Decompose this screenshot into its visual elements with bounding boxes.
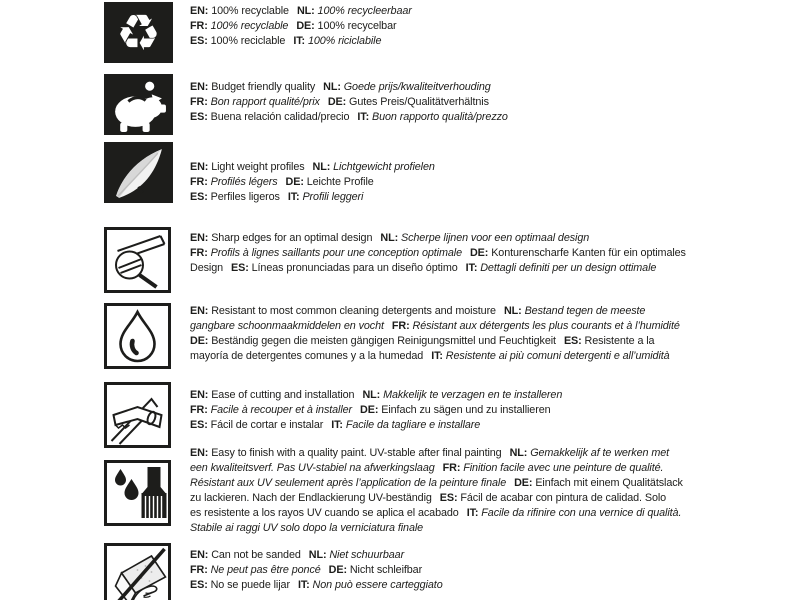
feature-description: Bestand tegen de meeste [524, 305, 646, 317]
language-label: ES: [439, 492, 458, 504]
language-entry [190, 232, 372, 244]
feature-description: Facile da tagliare e installare [345, 419, 481, 431]
language-label: NL: [308, 549, 327, 561]
language-entry [190, 404, 352, 416]
feature-text [190, 548, 702, 593]
language-entry [440, 492, 666, 504]
feature-description: Profilés légers [210, 176, 278, 188]
language-label: DE: [327, 96, 347, 108]
language-label: IT: [465, 262, 478, 274]
feature-description: Stabile ai raggi UV solo dopo la verniciatura finale [190, 522, 424, 534]
feature-text [190, 231, 702, 276]
language-label: EN: [190, 305, 209, 317]
language-entry [190, 389, 354, 401]
language-entry [190, 111, 349, 123]
language-entry [190, 161, 305, 173]
language-label: ES: [190, 191, 208, 203]
language-entry [466, 262, 657, 274]
language-entry [190, 419, 323, 431]
text-line [190, 190, 702, 205]
language-label: EN: [190, 161, 209, 173]
language-label: FR: [190, 20, 208, 32]
language-entry [362, 389, 562, 401]
no-sanding-icon [104, 543, 171, 600]
text-line [190, 521, 702, 536]
language-entry [190, 522, 423, 534]
text-line [190, 491, 702, 506]
text-line [190, 110, 702, 125]
language-label: FR: [442, 462, 461, 474]
language-entry [296, 20, 396, 32]
feature-description: Non può essere carteggiato [312, 579, 443, 591]
language-entry [293, 35, 381, 47]
language-label: NL: [380, 232, 399, 244]
language-entry [190, 350, 423, 362]
feature-description: No se puede lijar [210, 579, 290, 591]
language-entry [190, 564, 321, 576]
text-line [190, 19, 702, 34]
language-entry [190, 35, 285, 47]
language-entry [231, 262, 458, 274]
feature-description: Profili leggeri [302, 191, 364, 203]
language-label: ES: [231, 262, 249, 274]
feature-description: Fácil de cortar e instalar [210, 419, 324, 431]
feature-text [190, 446, 702, 536]
language-entry [190, 507, 459, 519]
text-line [190, 231, 702, 246]
language-entry [331, 419, 480, 431]
text-line [190, 461, 702, 476]
text-line [190, 506, 702, 521]
feature-description: Fácil de acabar con pintura de calidad. Solo [460, 492, 667, 504]
language-entry [329, 564, 422, 576]
feature-description: Facile à recouper et à installer [210, 404, 353, 416]
language-entry [190, 262, 223, 274]
language-label: ES: [190, 579, 208, 591]
text-line [190, 319, 702, 334]
language-label: DE: [514, 477, 533, 489]
feature-description: Resistente a la [584, 335, 655, 347]
language-entry [514, 477, 683, 489]
language-entry [190, 81, 315, 93]
feature-description: Einfach mit einem Qualitätslack [535, 477, 683, 489]
feature-description: Buena relación calidad/precio [210, 111, 350, 123]
language-entry [470, 247, 686, 259]
text-line [190, 304, 702, 319]
language-label: FR: [391, 320, 410, 332]
language-label: IT: [431, 350, 443, 362]
language-label: EN: [190, 5, 209, 17]
text-line [190, 80, 702, 95]
feature-description: Dettagli definiti per un design ottimale [480, 262, 657, 274]
language-entry [328, 96, 489, 108]
language-entry [298, 579, 443, 591]
language-entry [190, 305, 496, 317]
feature-description: Ease of cutting and installation [211, 389, 355, 401]
feature-description: Profils à lignes saillants pour une conception optimale [210, 247, 462, 259]
text-line [190, 476, 702, 491]
language-entry [190, 176, 278, 188]
feature-description: es resistente a los rayos UV cuando se aplica el acabado [190, 507, 459, 519]
language-entry [309, 549, 404, 561]
language-entry [431, 350, 669, 362]
feature-description: Resistant to most common cleaning detergents and moisture [211, 305, 496, 317]
text-line [190, 334, 702, 349]
feature-description: Beständig gegen die meisten gängigen Reinigungsmittel und Feuchtigkeit [211, 335, 556, 347]
language-label: FR: [190, 176, 208, 188]
text-line [190, 403, 702, 418]
language-entry [190, 96, 320, 108]
feature-description: 100% recyclable [210, 20, 289, 32]
feature-description: Bon rapport qualité/prix [210, 96, 320, 108]
feature-description: Budget friendly quality [211, 81, 316, 93]
language-label: DE: [190, 335, 209, 347]
language-label: NL: [362, 389, 381, 401]
text-line [190, 578, 702, 593]
language-label: FR: [190, 564, 208, 576]
language-entry [564, 335, 655, 347]
text-line [190, 160, 702, 175]
feature-description: Facile da rifinire con una vernice di qualità. [481, 507, 682, 519]
feature-description: Perfiles ligeros [210, 191, 280, 203]
language-label: FR: [190, 247, 208, 259]
feature-text [190, 4, 702, 49]
language-label: EN: [190, 232, 209, 244]
language-entry [190, 579, 290, 591]
feature-description: Niet schuurbaar [329, 549, 405, 561]
feature-description: Resistente ai più comuni detergenti e all’umidità [445, 350, 670, 362]
feature-description: Ne peut pas être poncé [210, 564, 321, 576]
text-line [190, 349, 702, 364]
language-label: FR: [190, 404, 208, 416]
text-line [190, 418, 702, 433]
feature-description: Can not be sanded [211, 549, 301, 561]
language-label: FR: [190, 96, 208, 108]
feature-description: gangbare schoonmaakmiddelen en vocht [190, 320, 384, 332]
language-entry [190, 5, 289, 17]
language-label: ES: [190, 419, 208, 431]
language-label: NL: [323, 81, 341, 93]
language-entry [504, 305, 645, 317]
language-label: IT: [331, 419, 343, 431]
water-drop-icon [104, 303, 171, 369]
language-label: EN: [190, 389, 209, 401]
language-entry [297, 5, 412, 17]
language-entry [288, 191, 364, 203]
feather-icon [104, 142, 173, 203]
feature-description: 100% recycelbar [317, 20, 397, 32]
language-entry [190, 477, 506, 489]
language-entry [190, 320, 384, 332]
language-entry [380, 232, 589, 244]
language-entry [190, 191, 280, 203]
language-label: NL: [312, 161, 331, 173]
text-line [190, 388, 702, 403]
language-label: IT: [357, 111, 370, 123]
sharp-edge-icon [104, 227, 171, 293]
language-label: NL: [509, 447, 528, 459]
language-label: EN: [190, 447, 209, 459]
language-label: IT: [297, 579, 310, 591]
text-line [190, 261, 702, 276]
text-line [190, 446, 702, 461]
piggy-bank-icon [104, 74, 173, 135]
feature-description: Nicht schleifbar [349, 564, 423, 576]
feature-description: Konturenscharfe Kanten für ein optimales [491, 247, 686, 259]
paint-brush-icon [104, 460, 171, 526]
language-label: DE: [469, 247, 489, 259]
feature-description: Einfach zu sägen und zu installieren [381, 404, 551, 416]
feature-text [190, 304, 702, 364]
feature-text [190, 160, 702, 205]
language-label: NL: [296, 5, 315, 17]
feature-description: Light weight profiles [211, 161, 305, 173]
language-label: ES: [563, 335, 582, 347]
language-entry [323, 81, 491, 93]
language-entry [510, 447, 669, 459]
feature-text [190, 388, 702, 433]
language-label: ES: [190, 111, 208, 123]
language-entry [190, 462, 435, 474]
language-label: DE: [360, 404, 379, 416]
language-entry [467, 507, 682, 519]
text-line [190, 563, 702, 578]
feature-description: 100% recyclable [211, 5, 289, 17]
feature-description: Buon rapporto qualità/prezzo [371, 111, 508, 123]
language-label: ES: [190, 35, 208, 47]
language-entry [357, 111, 507, 123]
language-entry [392, 320, 680, 332]
feature-description: Sharp edges for an optimal design [211, 232, 373, 244]
language-entry [286, 176, 374, 188]
feature-description: 100% recycleerbaar [317, 5, 412, 17]
language-label: DE: [328, 564, 347, 576]
feature-description: zu lackieren. Nach der Endlackierung UV-beständig [190, 492, 432, 504]
feature-description: Lichtgewicht profielen [333, 161, 435, 173]
language-entry [360, 404, 550, 416]
feature-text [190, 80, 702, 125]
language-entry [190, 492, 432, 504]
feature-description: Finition facile avec une peinture de qualité. [463, 462, 664, 474]
text-line [190, 95, 702, 110]
feature-description: 100% reciclable [210, 35, 286, 47]
language-label: DE: [296, 20, 315, 32]
language-entry [313, 161, 435, 173]
feature-description: Makkelijk te verzagen en te installeren [383, 389, 563, 401]
feature-description: mayoría de detergentes comunes y a la humedad [190, 350, 424, 362]
language-entry [190, 20, 288, 32]
feature-description: Scherpe lijnen voor een optimaal design [400, 232, 590, 244]
language-label: DE: [285, 176, 304, 188]
feature-description: Goede prijs/kwaliteitverhouding [343, 81, 491, 93]
feature-description: Résistant aux détergents les plus courants et à l’humidité [412, 320, 680, 332]
language-entry [190, 247, 462, 259]
saw-icon [104, 382, 171, 448]
text-line [190, 4, 702, 19]
text-line [190, 246, 702, 261]
language-entry [443, 462, 664, 474]
language-label: IT: [293, 35, 306, 47]
feature-description: 100% riciclabile [307, 35, 382, 47]
language-label: EN: [190, 81, 209, 93]
feature-description: Design [190, 262, 224, 274]
recycle-icon: ♻ [104, 2, 173, 63]
language-entry [190, 447, 502, 459]
text-line [190, 34, 702, 49]
feature-description: een kwaliteitsverf. Pas UV-stabiel na afwerkingslaag [190, 462, 435, 474]
feature-description: Gutes Preis/Qualitätverhältnis [349, 96, 489, 108]
language-label: IT: [287, 191, 300, 203]
feature-description: Leichte Profile [306, 176, 374, 188]
language-label: EN: [190, 549, 209, 561]
feature-description: Résistant aux UV seulement après l’application de la peinture finale [190, 477, 507, 489]
feature-description: Líneas pronunciadas para un diseño óptimo [251, 262, 458, 274]
feature-description: Gemakkelijk af te werken met [530, 447, 670, 459]
language-label: IT: [466, 507, 479, 519]
text-line [190, 548, 702, 563]
text-line [190, 175, 702, 190]
language-label: NL: [503, 305, 522, 317]
language-entry [190, 549, 301, 561]
feature-description: Easy to finish with a quality paint. UV-stable after final painting [211, 447, 502, 459]
language-entry [190, 335, 556, 347]
